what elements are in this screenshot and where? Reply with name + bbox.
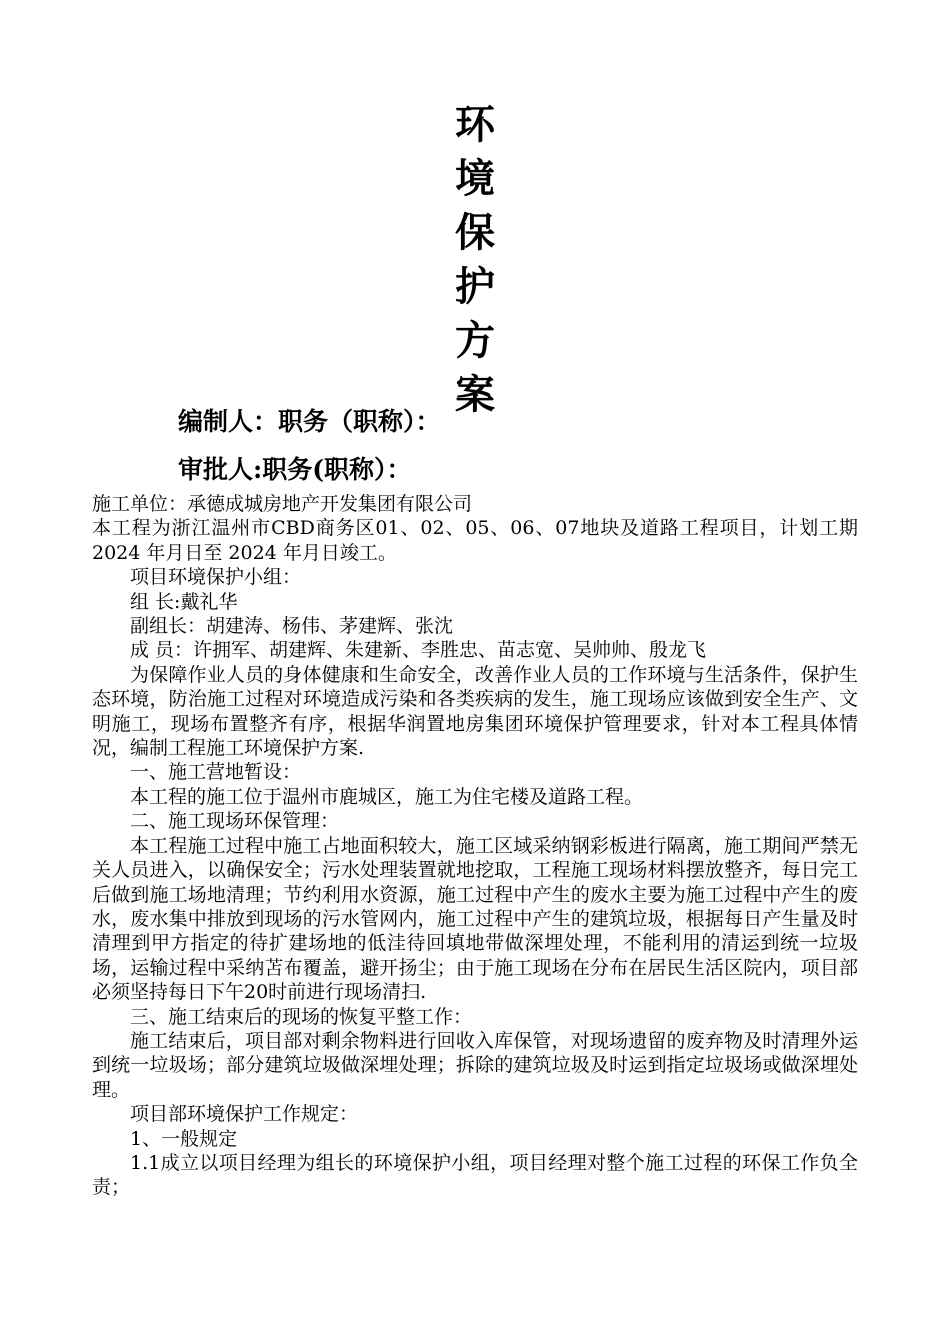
paragraph-purpose: 为保障作业人员的身体健康和生命安全，改善作业人员的工作环境与生活条件，保护生态环境，防治施工过程对环境造成污染和各类疾病的发生，施工现场应该做到安全生产、文明施工，现场布置整齐有序，根据华润置地房集团环境保护管理要求，针对本工程具体情况，编制工程施工环境保护方案. bbox=[92, 663, 858, 760]
compiler-line: 编制人：职务（职称）： bbox=[178, 407, 441, 436]
document-body bbox=[92, 492, 858, 1200]
paragraph-project-intro: 本工程为浙江温州市CBD商务区01、02、05、06、07地块及道路工程项目，计划工期2024 年月日至 2024 年月日竣工。 bbox=[92, 517, 858, 564]
title-char: 境 bbox=[455, 155, 495, 202]
paragraph-team-leader: 组 长:戴礼华 bbox=[130, 590, 238, 613]
paragraph-members: 成 员：许拥军、胡建辉、朱建新、李胜忠、苗志宽、吴帅帅、殷龙飞 bbox=[130, 639, 707, 662]
paragraph-deputy-leaders: 副组长：胡建涛、杨伟、茅建辉、张沈 bbox=[130, 615, 454, 638]
title-char: 环 bbox=[455, 101, 495, 148]
section-heading-camp: 一、施工营地暂设： bbox=[130, 761, 302, 784]
paragraph-construction-unit: 施工单位：承德成城房地产开发集团有限公司 bbox=[92, 493, 473, 515]
paragraph-site-management: 本工程施工过程中施工占地面积较大，施工区域采纳钢彩板进行隔离，施工期间严禁无关人员进入，以确保安全；污水处理装置就地挖取，工程施工现场材料摆放整齐，每日完工后做到施工场地清理；节约利用水资源，施工过程中产生的废水主要为施工过程中产生的废水，废水集中排放到现场的污水管网内，施工过程中产生的建筑垃圾，根据每日产生量及时清理到甲方指定的待扩建场地的低洼待回填地带做深埋处理，不能利用的清运到统一垃圾场，运输过程中采纳苫布覆盖，避开扬尘；由于施工现场在分布在居民生活区院内，项目部必须坚持每日下午20时前进行现场清扫. bbox=[92, 834, 858, 1004]
section-heading-site-management: 二、施工现场环保管理： bbox=[130, 810, 340, 833]
title-char: 保 bbox=[455, 209, 495, 256]
section-heading-restoration: 三、施工结束后的现场的恢复平整工作： bbox=[130, 1005, 473, 1028]
title-char: 护 bbox=[455, 263, 495, 310]
paragraph-restoration: 施工结束后，项目部对剩余物料进行回收入库保管，对现场遗留的废弃物及时清理外运到统一垃圾场；部分建筑垃圾做深埋处理；拆除的建筑垃圾及时运到指定垃圾场或做深埋处理。 bbox=[92, 1029, 858, 1101]
title-char: 案 bbox=[455, 371, 495, 418]
section-heading-rules: 项目部环境保护工作规定： bbox=[130, 1103, 359, 1126]
paragraph-team-heading: 项目环境保护小组： bbox=[130, 566, 302, 589]
paragraph-rule-1-1: 1.1成立以项目经理为组长的环境保护小组，项目经理对整个施工过程的环保工作负全责； bbox=[92, 1151, 858, 1199]
title-char: 方 bbox=[455, 317, 495, 364]
paragraph-camp: 本工程的施工位于温州市鹿城区，施工为住宅楼及道路工程。 bbox=[130, 785, 644, 808]
document-title bbox=[440, 98, 510, 422]
approver-line: 审批人:职务(职称）： bbox=[178, 455, 412, 484]
subheading-general: 1、一般规定 bbox=[130, 1127, 238, 1150]
